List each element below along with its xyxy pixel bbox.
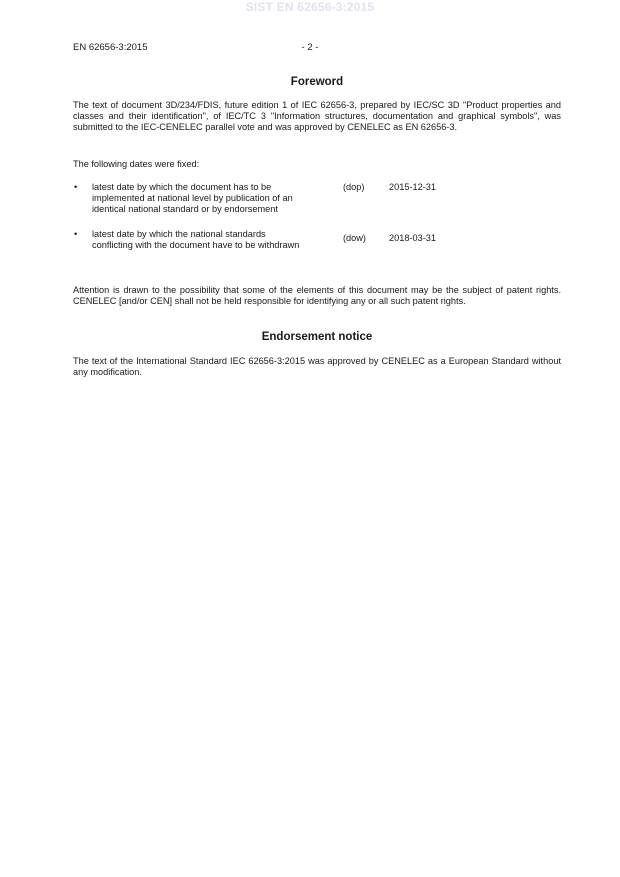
foreword-title: Foreword [290,76,344,88]
foreword-paragraph: The text of document 3D/234/FDIS, future edition 1 of IEC 62656-3, prepared by IEC/SC 3D "Product properties and classes and their identification", of IEC/TC 3 "Information structures, documentation and graphical symbols", was submitted to the IEC-CENELEC parallel vote and was approved by CENELEC as EN 62656-3. [73,100,561,132]
date-value: 2018-03-31 [389,233,436,243]
date-description: latest date by which the national standards conflicting with the document have to be withdrawn [92,229,300,250]
endorsement-paragraph: The text of the International Standard IEC 62656-3:2015 was approved by CENELEC as a European Standard without any modification. [73,356,561,377]
date-value: 2015-12-31 [389,182,436,192]
bullet-icon: • [74,229,78,239]
endorsement-title: Endorsement notice [261,331,373,343]
attention-paragraph: Attention is drawn to the possibility that some of the elements of this document may be the subject of patent rights. CENELEC [and/or CEN] shall not be held responsible for identifying any or all such patent rights. [73,285,561,306]
header-page-number: - 2 - [301,42,319,53]
date-code: (dow) [343,233,366,243]
date-description: latest date by which the document has to be implemented at national level by publication of an identical national standard or by endorsement [92,182,293,214]
dates-intro: The following dates were fixed: [73,159,200,169]
watermark: SIST EN 62656-3:2015 [245,0,375,14]
bullet-icon: • [74,182,78,192]
header-doc-id: EN 62656-3:2015 [73,42,148,53]
date-code: (dop) [343,182,365,192]
